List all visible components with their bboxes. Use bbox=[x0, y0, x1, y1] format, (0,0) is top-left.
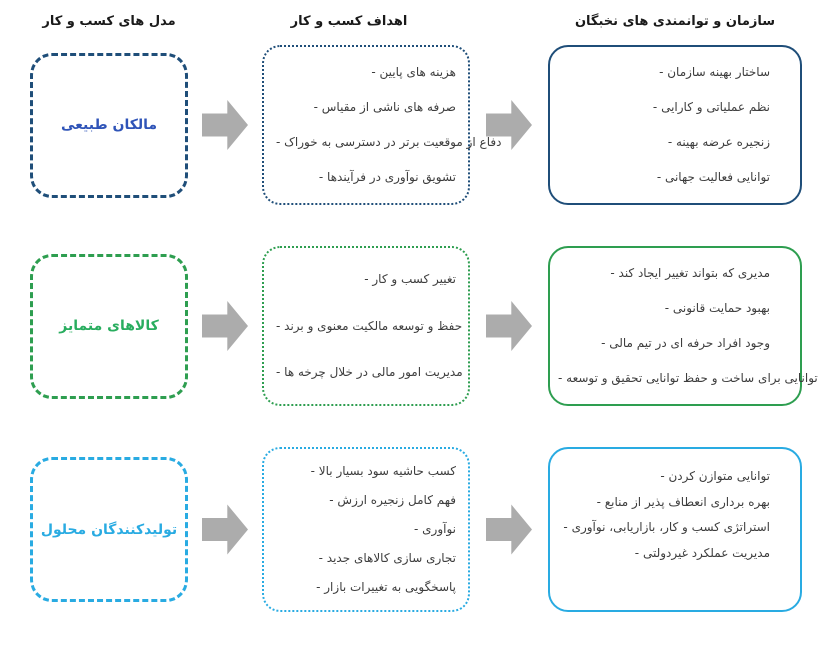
arrow-right-icon bbox=[202, 99, 248, 151]
model-box-solution-producers bbox=[30, 457, 188, 602]
list-item: - نوآوری bbox=[413, 522, 456, 537]
capabilities-box-differentiated-goods bbox=[548, 246, 818, 406]
goals-box-natural-owners bbox=[262, 45, 502, 205]
list-item: - دفاع از موقعیت برتر در دسترسی به خوراک bbox=[276, 135, 502, 150]
list-item: - صرفه های ناشی از مقیاس bbox=[313, 100, 456, 115]
list-item: - مدیریت عملکرد غیردولتی bbox=[634, 545, 770, 560]
arrow-cell bbox=[470, 246, 548, 406]
arrow-cell bbox=[470, 447, 548, 612]
list-item: - مدیری که بتواند تغییر ایجاد کند bbox=[610, 266, 770, 281]
model-box-differentiated-goods bbox=[30, 254, 188, 399]
model-label: کالاهای متمایز bbox=[59, 318, 159, 334]
list-item: - تجاری سازی کالاهای جدید bbox=[318, 551, 456, 566]
goals-list bbox=[264, 47, 502, 203]
list-item: - توانایی فعالیت جهانی bbox=[656, 170, 770, 185]
arrow-right-icon bbox=[486, 300, 532, 352]
list-item: - ساختار بهینه سازمان bbox=[659, 65, 770, 80]
list-item: - بهره برداری انعطاف پذیر از منابع bbox=[596, 494, 770, 509]
arrow-right-icon bbox=[486, 99, 532, 151]
capabilities-box-solution-producers bbox=[548, 447, 802, 612]
list-item: - تغییر کسب و کار bbox=[364, 272, 456, 287]
diagram-row-solution-producers bbox=[0, 447, 838, 612]
list-item: - استراتژی کسب و کار، بازاریابی، نوآوری bbox=[563, 520, 770, 535]
list-item: - فهم کامل زنجیره ارزش bbox=[329, 493, 456, 508]
arrow-cell bbox=[188, 45, 262, 205]
header-organization-capabilities: سازمان و توانمندی های نخبگان bbox=[574, 14, 776, 29]
list-item: - هزینه های پایین bbox=[371, 65, 456, 80]
model-box-natural-owners bbox=[30, 53, 188, 198]
list-item: - نظم عملیاتی و کارایی bbox=[652, 100, 770, 115]
diagram-row-differentiated-goods bbox=[0, 246, 838, 406]
arrow-right-icon bbox=[486, 504, 532, 556]
list-item: - کسب حاشیه سود بسیار بالا bbox=[310, 464, 456, 479]
arrow-cell bbox=[188, 447, 262, 612]
list-item: - تشویق نوآوری در فرآیندها bbox=[318, 170, 456, 185]
arrow-cell bbox=[470, 45, 548, 205]
goals-list bbox=[264, 449, 468, 610]
list-item: - زنجیره عرضه بهینه bbox=[667, 135, 770, 150]
model-label: مالکان طبیعی bbox=[60, 117, 158, 133]
list-item: - مدیریت امور مالی در خلال چرخه ها bbox=[276, 365, 463, 380]
list-item: - وجود افراد حرفه ای در تیم مالی bbox=[601, 336, 770, 351]
list-item: - پاسخگویی به تغییرات بازار bbox=[316, 580, 456, 595]
model-label: تولیدکنندگان محلول bbox=[40, 521, 178, 538]
capabilities-box-natural-owners bbox=[548, 45, 802, 205]
header-business-goals: اهداف کسب و کار bbox=[290, 14, 408, 29]
header-business-models: مدل های کسب و کار bbox=[42, 14, 176, 29]
capabilities-list bbox=[550, 47, 800, 203]
arrow-right-icon bbox=[202, 300, 248, 352]
column-headers bbox=[0, 0, 838, 45]
list-item: - توانایی برای ساخت و حفظ توانایی تحقیق و توسعه bbox=[558, 371, 818, 386]
capabilities-list bbox=[550, 449, 800, 610]
diagram-row-natural-owners bbox=[0, 45, 838, 205]
capabilities-list bbox=[550, 248, 818, 404]
list-item: - حفظ و توسعه مالکیت معنوی و برند bbox=[276, 318, 463, 333]
list-item: - بهبود حمایت قانونی bbox=[664, 301, 770, 316]
goals-box-solution-producers bbox=[262, 447, 470, 612]
goals-box-differentiated-goods bbox=[262, 246, 470, 406]
goals-list bbox=[264, 248, 468, 404]
arrow-right-icon bbox=[202, 504, 248, 556]
list-item: - توانایی متوازن کردن bbox=[660, 469, 770, 483]
arrow-cell bbox=[188, 246, 262, 406]
